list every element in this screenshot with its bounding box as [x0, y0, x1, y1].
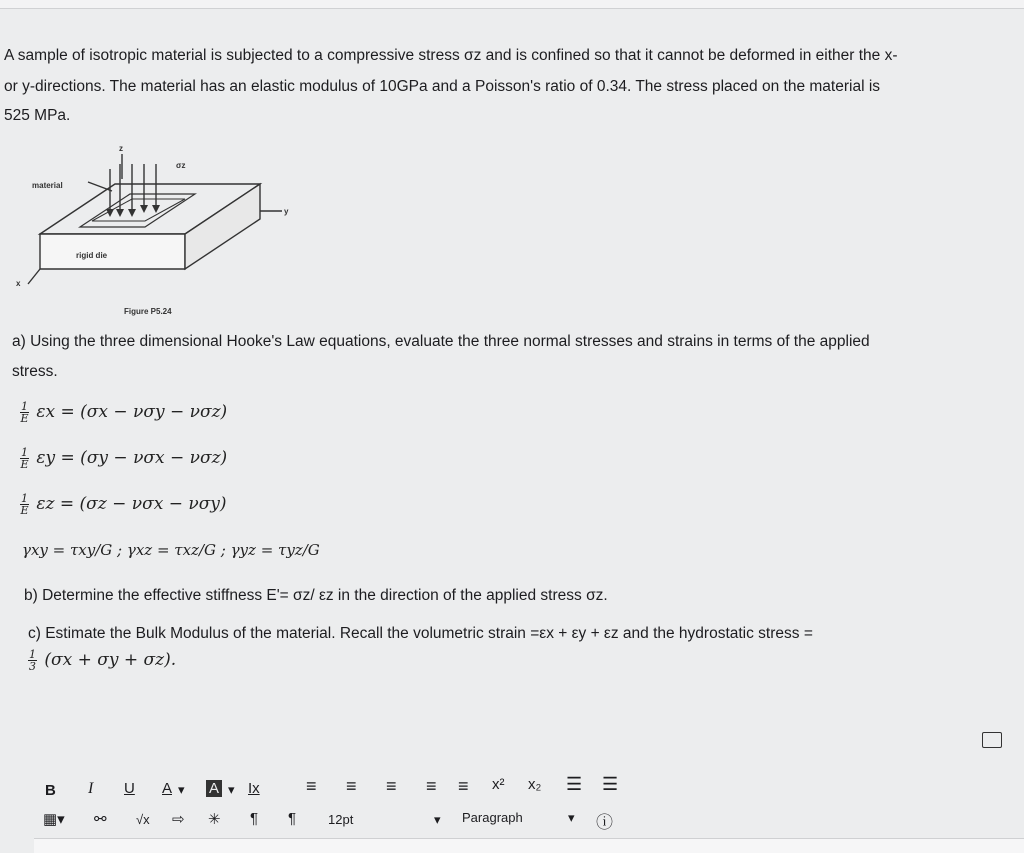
italic-button[interactable]: I [88, 780, 94, 797]
link-icon[interactable]: ⇨ [172, 811, 185, 828]
equation-epsilon-y [18, 447, 227, 470]
accessibility-icon[interactable]: ⓘ [596, 813, 613, 832]
bold-button[interactable]: B [45, 782, 56, 799]
subscript-button[interactable]: x₂ [528, 776, 542, 793]
equation-epsilon-z [18, 493, 227, 516]
highlight-dropdown-icon[interactable]: ▾ [228, 782, 235, 797]
clear-format-button[interactable]: Ix [248, 780, 260, 797]
fraction-denominator: E [20, 412, 29, 425]
numbered-list-icon[interactable]: ☰ [602, 774, 619, 794]
font-size-select[interactable]: 12pt [328, 812, 354, 827]
figure-label-x: x [16, 279, 21, 288]
font-color-dropdown-icon[interactable]: ▾ [178, 782, 185, 797]
fraction-numerator: 1 [21, 492, 28, 505]
indent-icon[interactable]: ≡ [458, 776, 469, 796]
fraction-numerator: 1 [29, 648, 36, 661]
figure-rigid-die [20, 139, 300, 329]
equation-shear-strains: γxy = τxy/G ; γxz = τxz/G ; γyz = τyz/G [22, 541, 320, 559]
fraction-denominator: E [20, 504, 29, 517]
justify-icon[interactable]: ≡ [426, 776, 437, 796]
equation-epsilon-y-text: εy = (σy − νσx − νσz) [36, 448, 228, 468]
rtl-icon[interactable]: ¶ [288, 810, 297, 827]
intro-line-1: A sample of isotropic material is subjected to a compressive stress σz and is confined so that it cannot be deformed in either the x- [4, 47, 898, 64]
figure-label-y: y [284, 207, 289, 216]
hydrostatic-stress-text: (σx + σy + σz). [44, 650, 177, 670]
fraction-denominator: 3 [29, 660, 36, 673]
font-size-dropdown-icon[interactable]: ▾ [434, 812, 441, 827]
equation-epsilon-z-text: εz = (σz − νσx − νσy) [36, 494, 227, 514]
align-center-icon[interactable]: ≡ [346, 776, 357, 796]
figure-label-rigid-die: rigid die [76, 251, 108, 260]
bullet-list-icon[interactable]: ☰ [566, 774, 583, 794]
top-border [0, 0, 1024, 9]
part-c-line-2 [26, 649, 176, 672]
question-sheet [0, 9, 1024, 852]
align-left-icon[interactable]: ≡ [306, 776, 317, 796]
answer-editor-area[interactable] [34, 838, 1024, 853]
equation-epsilon-x [18, 401, 227, 424]
superscript-button[interactable]: x² [492, 776, 505, 793]
paragraph-dropdown-icon[interactable]: ▾ [568, 810, 575, 825]
part-c-line-1: c) Estimate the Bulk Modulus of the material. Recall the volumetric strain =εx + εy + εz and the hydrostatic stress = [28, 625, 813, 642]
figure-label-z: z [119, 144, 123, 153]
underline-button[interactable]: U [124, 780, 135, 797]
table-icon[interactable]: ▦▾ [43, 811, 65, 828]
unlink-icon[interactable]: ⚯ [94, 811, 107, 828]
equation-icon[interactable]: √x [136, 812, 150, 827]
figure-caption: Figure P5.24 [124, 307, 172, 316]
fraction-numerator: 1 [21, 446, 28, 459]
keyboard-icon[interactable] [982, 732, 1002, 748]
special-char-icon[interactable]: ✳ [208, 811, 221, 828]
font-color-button[interactable]: A [162, 780, 173, 797]
intro-line-2: or y-directions. The material has an elastic modulus of 10GPa and a Poisson's ratio of 0.34. The stress placed on the material is [4, 78, 881, 95]
figure-label-sigma: σz [176, 161, 186, 170]
paragraph-select[interactable]: Paragraph [462, 810, 523, 825]
align-right-icon[interactable]: ≡ [386, 776, 397, 796]
part-a-line-1: a) Using the three dimensional Hooke's Law equations, evaluate the three normal stresses and strains in terms of the applied [12, 333, 870, 350]
intro-line-3: 525 MPa. [4, 107, 71, 124]
fraction-numerator: 1 [21, 400, 28, 413]
fraction-denominator: E [20, 458, 29, 471]
part-b: b) Determine the effective stiffness E'= σz/ εz in the direction of the applied stress σz. [24, 587, 608, 604]
part-a-line-2: stress. [12, 363, 58, 380]
equation-epsilon-x-text: εx = (σx − νσy − νσz) [36, 402, 228, 422]
ltr-icon[interactable]: ¶ [250, 810, 259, 827]
highlight-button[interactable]: A [206, 780, 222, 797]
figure-label-material: material [32, 181, 63, 190]
